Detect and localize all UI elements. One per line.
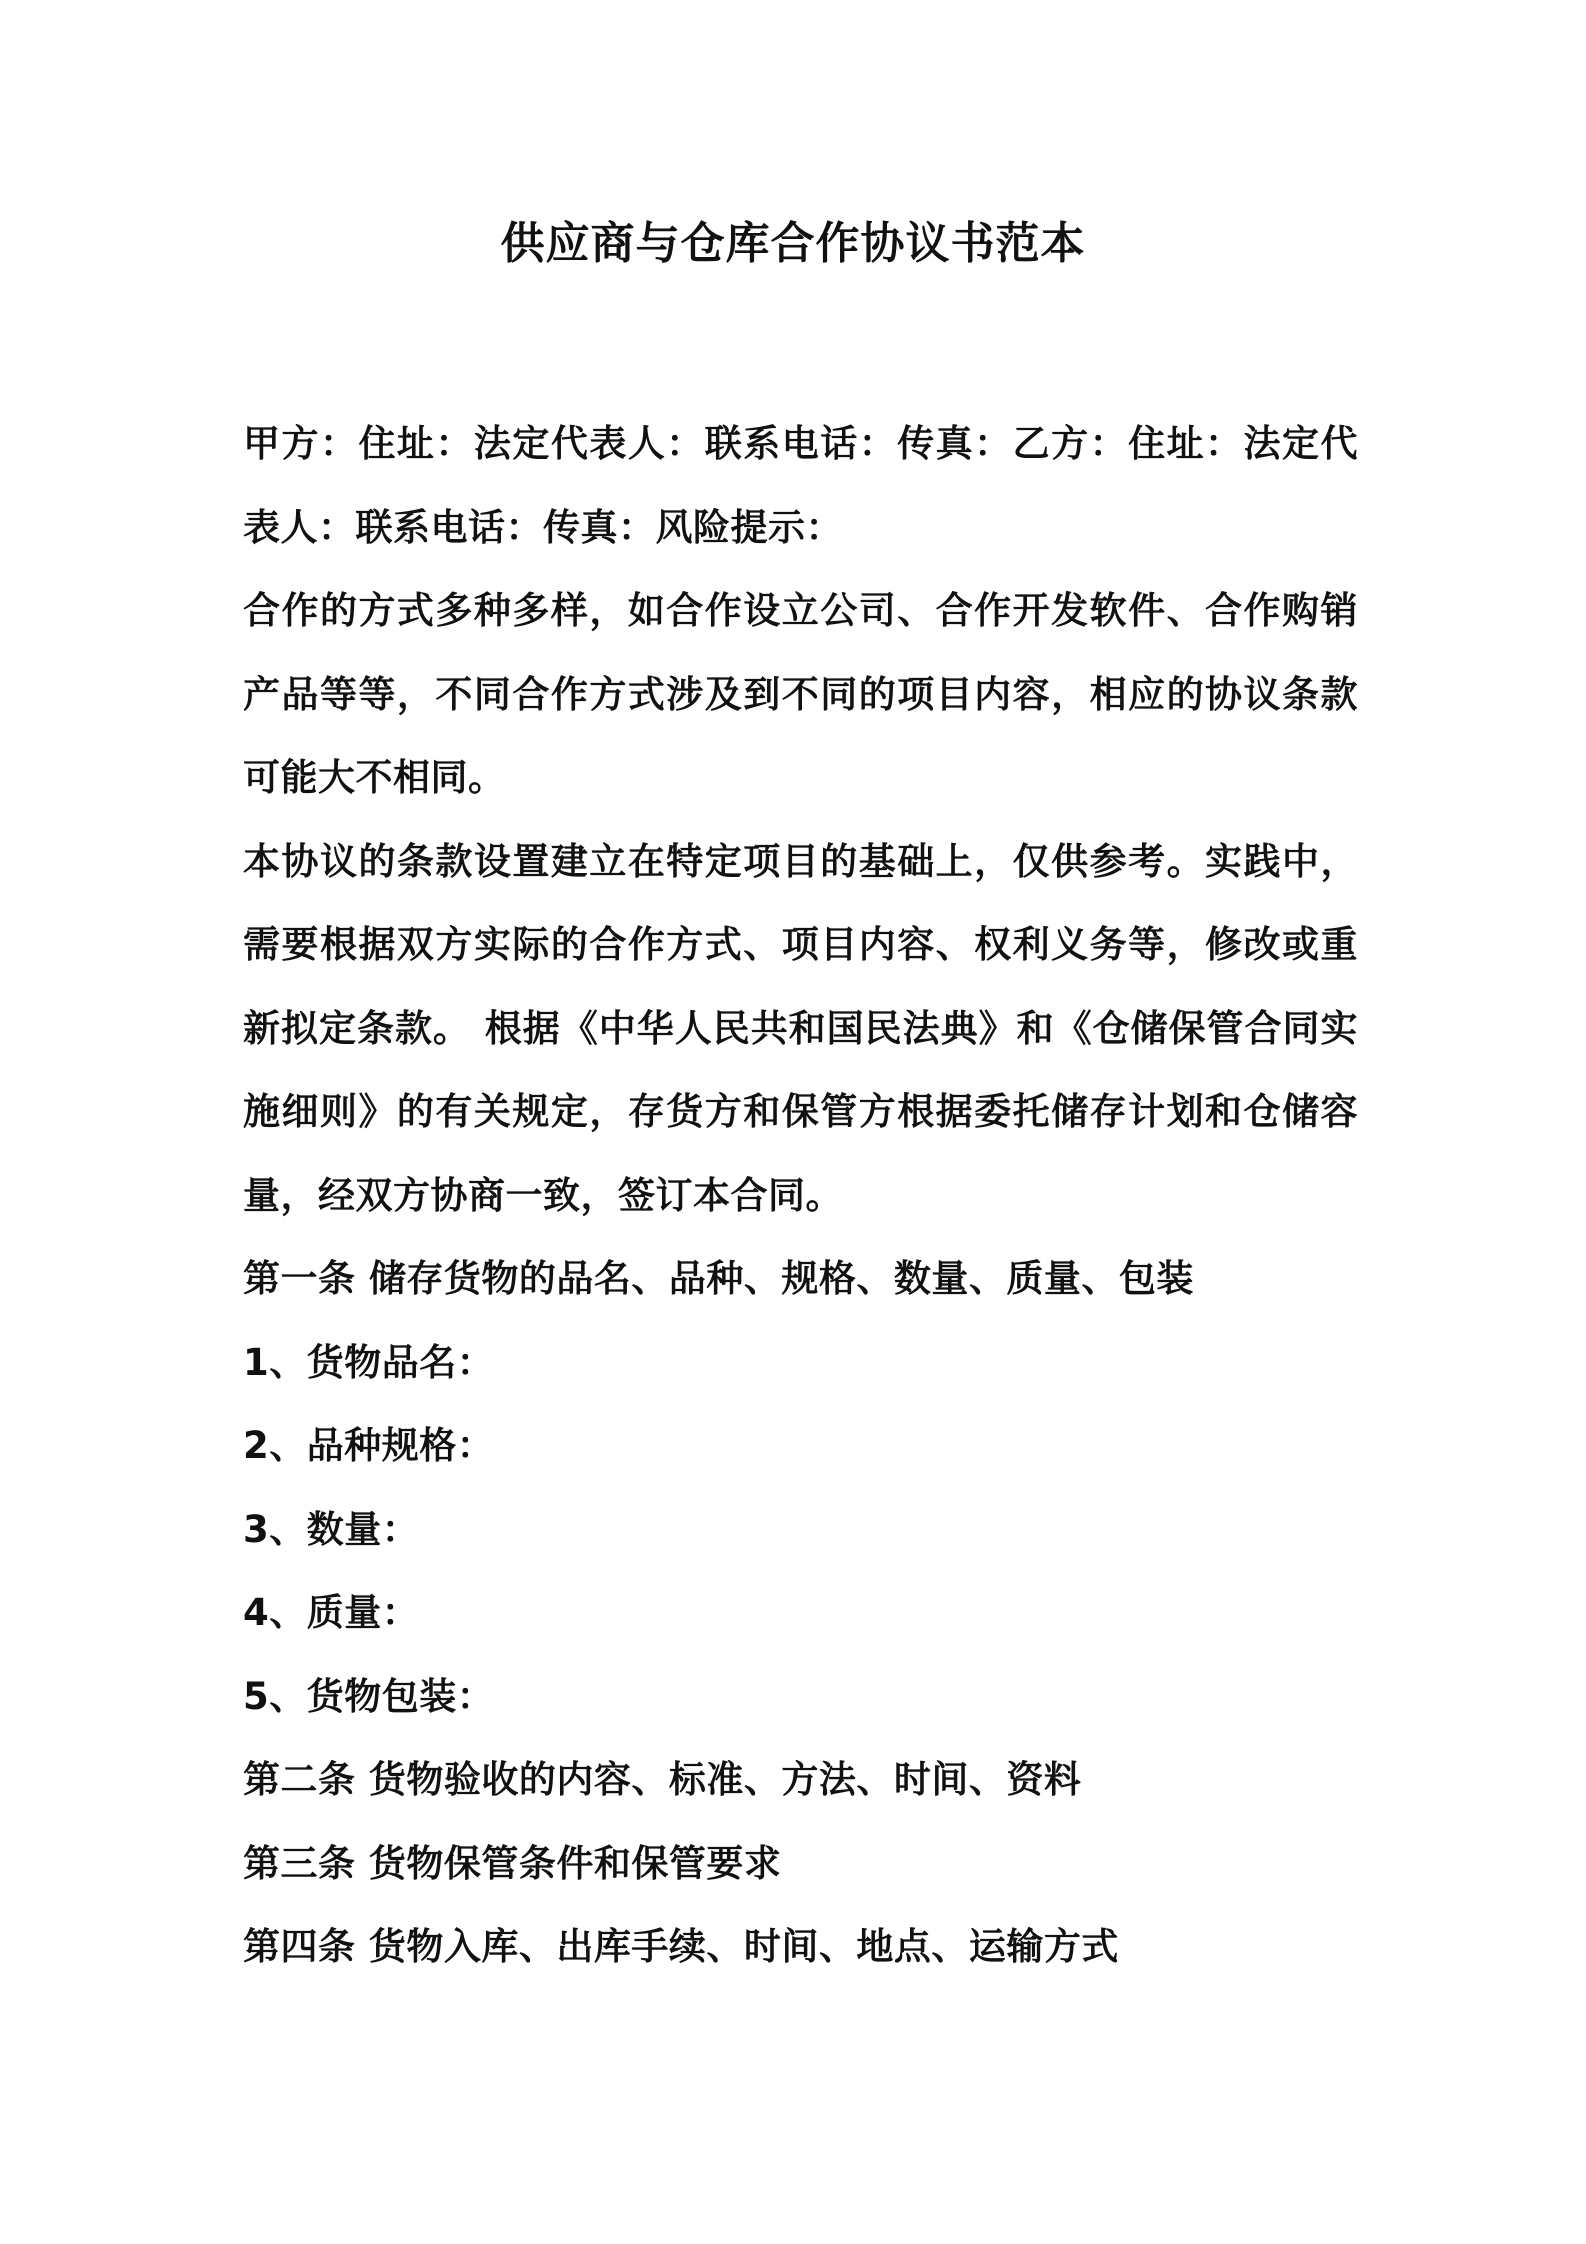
article-two-heading: 第二条 货物验收的内容、标准、方法、时间、资料 xyxy=(243,1758,1082,1801)
document-body xyxy=(243,402,1358,1989)
article-one-heading: 第一条 储存货物的品名、品种、规格、数量、质量、包装 xyxy=(243,1257,1194,1300)
item-quality: 4、质量： xyxy=(243,1591,420,1634)
risk-note-paragraph: 合作的方式多种多样，如合作设立公司、合作开发软件、合作购销产品等等，不同合作方式涉及到不同的项目内容，相应的协议条款可能大不相同。 xyxy=(243,589,1358,799)
item-quantity: 3、数量： xyxy=(243,1507,420,1551)
party-info-paragraph: 甲方：住址：法定代表人：联系电话：传真：乙方：住址：法定代表人：联系电话：传真：风险提示： xyxy=(243,422,1358,549)
item-goods-name: 1、货物品名： xyxy=(243,1340,495,1384)
article-four-heading: 第四条 货物入库、出库手续、时间、地点、运输方式 xyxy=(243,1925,1119,1968)
article-three-heading: 第三条 货物保管条件和保管要求 xyxy=(243,1841,782,1885)
item-variety-spec: 2、品种规格： xyxy=(243,1424,495,1467)
item-packaging: 5、货物包装： xyxy=(243,1674,495,1718)
preamble-paragraph: 本协议的条款设置建立在特定项目的基础上，仅供参考。实践中，需要根据双方实际的合作方式、项目内容、权利义务等，修改或重新拟定条款。 根据《中华人民共和国民法典》和《仓储保管合同实施细则》的有关规定，存货方和保管方根据委托储存计划和仓储容量，经双方协商一致，签订本合同。 xyxy=(243,839,1358,1217)
document-title: 供应商与仓库合作协议书范本 xyxy=(500,218,1086,269)
